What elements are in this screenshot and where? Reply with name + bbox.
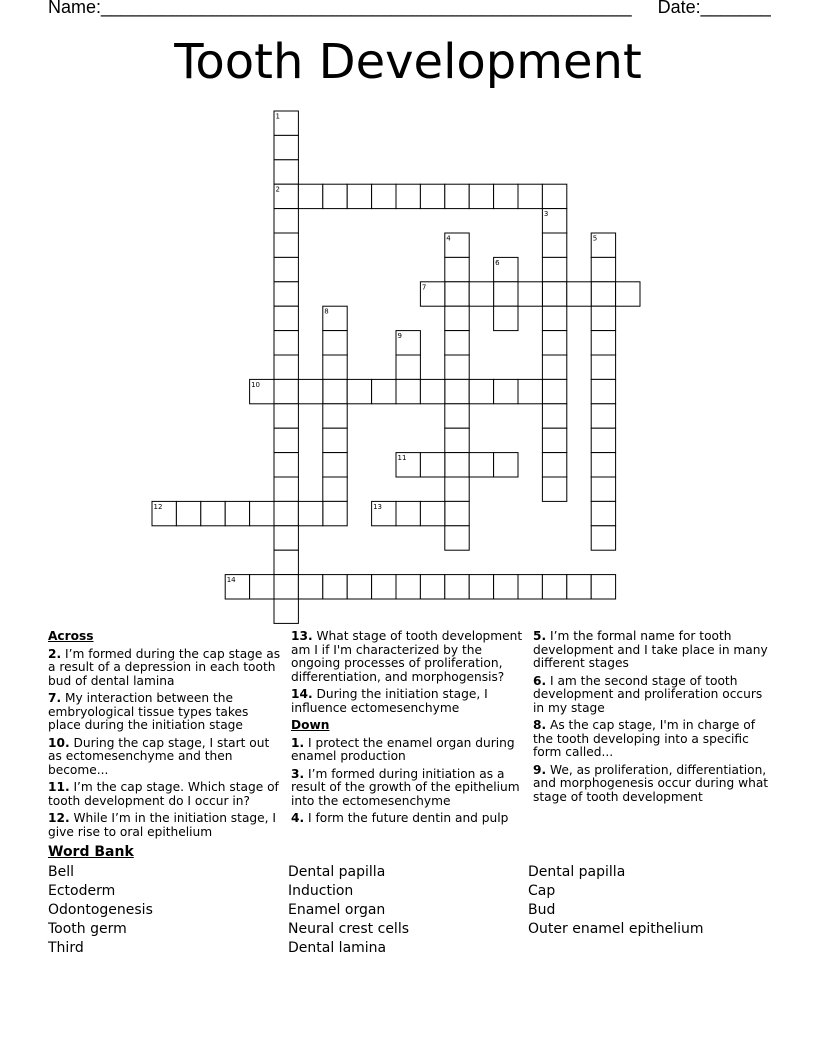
word-bank-item: Dental papilla (528, 864, 626, 880)
clues-column-1 (48, 628, 284, 839)
clue-number: 6. (533, 673, 547, 688)
word-bank-item: Outer enamel epithelium (528, 921, 704, 937)
crossword-cell[interactable] (274, 233, 298, 257)
clue (48, 781, 284, 808)
crossword-cell[interactable] (616, 282, 640, 306)
crossword-cell[interactable] (567, 282, 591, 306)
crossword-cell[interactable] (372, 184, 396, 208)
crossword-cell[interactable] (591, 331, 615, 355)
clue-number: 13. (291, 629, 313, 643)
down-heading: Down (291, 718, 330, 732)
crossword-cell[interactable] (591, 379, 615, 403)
crossword-cell[interactable] (469, 379, 493, 403)
page-title: Tooth Development (174, 34, 642, 90)
crossword-cell[interactable] (396, 501, 420, 525)
word-bank-item: Bell (48, 864, 74, 880)
crossword-cell[interactable] (494, 379, 518, 403)
crossword-cell[interactable] (542, 477, 566, 501)
crossword-cell[interactable] (518, 379, 542, 403)
crossword-cell[interactable] (542, 306, 566, 330)
crossword-cell[interactable] (274, 209, 298, 233)
crossword-cell[interactable] (347, 184, 371, 208)
cell-number: 11 (397, 454, 407, 463)
clue (291, 768, 523, 809)
crossword-cell[interactable] (323, 428, 347, 452)
cell-number: 6 (495, 258, 500, 267)
cell-number: 4 (446, 234, 451, 243)
crossword-cell[interactable] (323, 379, 347, 403)
crossword-cell[interactable] (274, 550, 298, 574)
crossword-cell[interactable] (591, 453, 615, 477)
crossword-cell[interactable] (445, 526, 469, 550)
crossword-cell[interactable] (298, 379, 322, 403)
crossword-cell[interactable] (274, 501, 298, 525)
word-bank-item: Neural crest cells (288, 921, 410, 937)
crossword-cell[interactable] (542, 331, 566, 355)
clue-text: I’m formed during the cap stage as a result of a depression in each tooth bud of dental lamina (48, 646, 281, 688)
crossword-cell[interactable] (445, 331, 469, 355)
crossword-cell[interactable] (591, 575, 615, 599)
crossword-cell[interactable] (469, 575, 493, 599)
crossword-cell[interactable] (323, 184, 347, 208)
clues-column-3 (533, 628, 769, 804)
crossword-cell[interactable] (323, 331, 347, 355)
clue-text: I’m the cap stage. Which stage of tooth development do I occur in? (48, 780, 279, 808)
clue-text: We, as proliferation, differentiation, and morphogenesis occur during what stage of tooth development (533, 762, 769, 804)
crossword-cell[interactable] (591, 355, 615, 379)
cell-number: 1 (275, 112, 280, 121)
crossword-cell[interactable] (420, 379, 444, 403)
clue-text: I’m the formal name for tooth development and I take place in many different stages (533, 629, 768, 670)
crossword-cell[interactable] (274, 575, 298, 599)
name-label: Name: (48, 0, 102, 17)
clue-number: 12. (48, 811, 70, 825)
word-bank-item: Dental papilla (288, 864, 386, 880)
crossword-cell[interactable] (445, 428, 469, 452)
clue (48, 737, 284, 778)
crossword-cell[interactable] (518, 184, 542, 208)
clue-text: My interaction between the embryological tissue types takes place during the initiation stage (48, 691, 249, 732)
word-bank-item: Cap (528, 883, 556, 899)
crossword-cell[interactable] (250, 501, 274, 525)
crossword-cell[interactable] (542, 282, 566, 306)
crossword-cell[interactable] (469, 282, 493, 306)
clue-number: 8. (533, 718, 547, 732)
crossword-cell[interactable] (298, 184, 322, 208)
cell-number: 13 (373, 502, 383, 511)
crossword-cell[interactable] (298, 501, 322, 525)
word-bank-title: Word Bank (48, 844, 134, 860)
crossword-cell[interactable] (445, 379, 469, 403)
cell-number: 10 (251, 380, 261, 389)
crossword-cell[interactable] (445, 575, 469, 599)
crossword-cell[interactable] (274, 404, 298, 428)
crossword-cell[interactable] (518, 282, 542, 306)
crossword-cell[interactable] (567, 575, 591, 599)
cell-number: 5 (592, 234, 598, 243)
cell-number: 14 (226, 576, 236, 585)
clue-number: 14. (291, 687, 313, 701)
word-bank-item: Bud (528, 902, 556, 918)
word-bank-item: Third (48, 940, 84, 956)
clue-text: During the cap stage, I start out as ectomesenchyme and then become... (48, 735, 270, 777)
crossword-cell[interactable] (323, 404, 347, 428)
cell-number: 2 (275, 185, 280, 194)
crossword-cell[interactable] (591, 257, 615, 281)
crossword-cell[interactable] (494, 306, 518, 330)
crossword-cell[interactable] (591, 282, 615, 306)
cell-number: 8 (324, 307, 329, 316)
crossword-cell[interactable] (274, 453, 298, 477)
crossword-cell[interactable] (469, 184, 493, 208)
crossword-cell[interactable] (445, 355, 469, 379)
crossword-cell[interactable] (176, 501, 200, 525)
crossword-cell[interactable] (274, 428, 298, 452)
crossword-cell[interactable] (494, 184, 518, 208)
crossword-cell[interactable] (445, 306, 469, 330)
clue-text: I form the future dentin and pulp (304, 811, 509, 825)
crossword-cell[interactable] (323, 575, 347, 599)
crossword-cell[interactable] (274, 379, 298, 403)
crossword-cell[interactable] (274, 477, 298, 501)
clue-number: 11. (48, 780, 70, 794)
clue-text: During the initiation stage, I influence ectomesenchyme (291, 687, 488, 715)
clue-number: 7. (48, 691, 62, 705)
word-bank-item: Odontogenesis (48, 902, 153, 918)
cell-number: 9 (397, 332, 402, 341)
crossword-cell[interactable] (542, 257, 566, 281)
clue-number: 4. (291, 811, 305, 825)
crossword-cell[interactable] (591, 306, 615, 330)
word-bank-column-2 (288, 863, 409, 958)
clue-text: As the cap stage, I'm in charge of the tooth developing into a specific form called... (533, 718, 756, 759)
clue (533, 764, 769, 805)
word-bank-column-1 (48, 863, 153, 958)
crossword-cell[interactable] (274, 306, 298, 330)
name-field-line[interactable]: _____________________________________________________ (101, 0, 632, 17)
crossword-cell[interactable] (445, 184, 469, 208)
word-bank-item: Enamel organ (288, 902, 386, 918)
crossword-cell[interactable] (274, 282, 298, 306)
crossword-cell[interactable] (542, 233, 566, 257)
cell-number: 12 (153, 502, 163, 511)
clue-text: I protect the enamel organ during enamel production (291, 735, 515, 763)
word-bank-item: Dental lamina (288, 940, 387, 956)
crossword-cell[interactable] (396, 184, 420, 208)
clue (291, 812, 523, 826)
crossword-cell[interactable] (542, 575, 566, 599)
crossword-cell[interactable] (396, 575, 420, 599)
crossword-cell[interactable] (518, 575, 542, 599)
date-field-line[interactable]: _______ (700, 0, 771, 17)
crossword-cell[interactable] (274, 257, 298, 281)
cell-number: 3 (543, 210, 549, 219)
crossword-cell[interactable] (396, 379, 420, 403)
crossword-cell[interactable] (420, 501, 444, 525)
clue (533, 630, 769, 671)
crossword-cell[interactable] (445, 282, 469, 306)
clue (48, 812, 284, 839)
clue (48, 692, 284, 733)
word-bank-item: Induction (288, 883, 354, 899)
crossword-cell[interactable] (274, 599, 298, 623)
crossword-cell[interactable] (591, 477, 615, 501)
crossword-cell[interactable] (372, 379, 396, 403)
crossword-cell[interactable] (542, 428, 566, 452)
crossword-cell[interactable] (591, 526, 615, 550)
word-bank-item: Tooth germ (48, 921, 127, 937)
clue-number: 5. (533, 629, 547, 643)
crossword-cell[interactable] (542, 355, 566, 379)
crossword-cell[interactable] (542, 184, 566, 208)
crossword-cell[interactable] (225, 501, 249, 525)
clue (291, 688, 523, 715)
crossword-cell[interactable] (274, 135, 298, 159)
across-heading: Across (48, 629, 94, 643)
crossword-cell[interactable] (201, 501, 225, 525)
crossword-cell[interactable] (274, 526, 298, 550)
crossword-cell[interactable] (274, 355, 298, 379)
clue-text: I am the second stage of tooth development and proliferation occurs in my stage (533, 673, 763, 715)
clue-number: 1. (291, 735, 305, 750)
clue-number: 9. (533, 762, 547, 777)
clue-number: 3. (291, 766, 305, 781)
crossword-cell[interactable] (494, 282, 518, 306)
crossword-cell[interactable] (494, 453, 518, 477)
date-label: Date: (657, 0, 701, 17)
clue-text: What stage of tooth development am I if I'm characterized by the ongoing processes of proliferation, differentiation, and morphogensis? (291, 629, 523, 684)
crossword-cell[interactable] (372, 575, 396, 599)
crossword-cell[interactable] (347, 379, 371, 403)
crossword-cell[interactable] (298, 575, 322, 599)
crossword-cell[interactable] (323, 453, 347, 477)
word-bank-column-3 (528, 863, 704, 939)
clue (291, 630, 523, 684)
clue-number: 2. (48, 646, 62, 661)
clue-text: I’m formed during initiation as a result of the growth of the epithelium into the ectomesenchyme (291, 766, 520, 808)
crossword-cell[interactable] (445, 453, 469, 477)
crossword-cell[interactable] (347, 575, 371, 599)
crossword-cell[interactable] (274, 160, 298, 184)
crossword-cell[interactable] (396, 355, 420, 379)
crossword-cell[interactable] (250, 575, 274, 599)
crossword-cell[interactable] (542, 379, 566, 403)
clue (291, 737, 523, 764)
crossword-cell[interactable] (274, 331, 298, 355)
crossword-cell[interactable] (420, 453, 444, 477)
crossword-cell[interactable] (542, 453, 566, 477)
crossword-cell[interactable] (420, 184, 444, 208)
crossword-cell[interactable] (469, 453, 493, 477)
crossword-cell[interactable] (445, 501, 469, 525)
crossword-cell[interactable] (323, 477, 347, 501)
clues-column-2 (291, 628, 523, 826)
crossword-cell[interactable] (591, 404, 615, 428)
crossword-cell[interactable] (591, 501, 615, 525)
crossword-cell[interactable] (494, 575, 518, 599)
clue (533, 675, 769, 716)
crossword-cell[interactable] (420, 575, 444, 599)
clue (48, 648, 284, 689)
clue (533, 719, 769, 760)
crossword-cell[interactable] (445, 257, 469, 281)
crossword-cell[interactable] (323, 501, 347, 525)
crossword-cell[interactable] (323, 355, 347, 379)
clue-number: 10. (48, 735, 70, 750)
cell-number: 7 (421, 283, 427, 292)
crossword-cell[interactable] (542, 404, 566, 428)
word-bank-item: Ectoderm (48, 883, 116, 899)
crossword-cell[interactable] (445, 404, 469, 428)
crossword-cell[interactable] (445, 477, 469, 501)
clue-text: While I’m in the initiation stage, I give rise to oral epithelium (48, 811, 276, 839)
crossword-cell[interactable] (591, 428, 615, 452)
